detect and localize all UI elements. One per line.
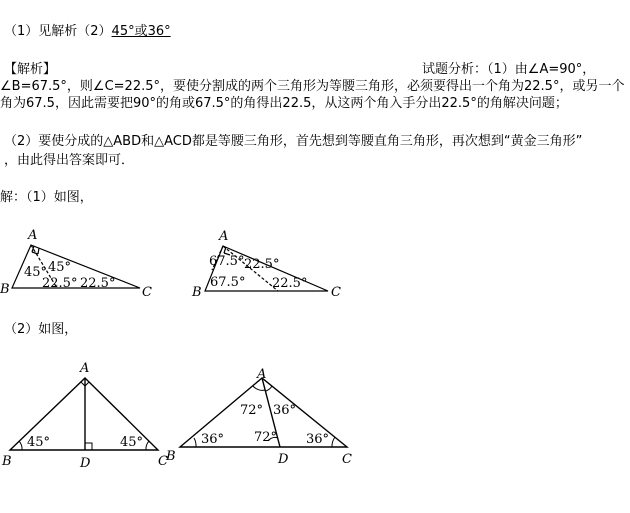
answer-value: 45°或36° [111, 24, 171, 39]
fig3-angle-arc-b [19, 441, 22, 450]
fig1-angle-4: 22.5° [80, 276, 116, 291]
analysis-line-5: ，由此得出答案即可． [4, 153, 135, 168]
fig4-angle-1: 72° [240, 403, 264, 418]
fig4-angle-arc-a2 [266, 386, 272, 391]
analysis-l2-a: B=67.5°，则 [11, 79, 93, 94]
fig1-label-c: C [142, 285, 152, 300]
fig3-angle-arc-c [146, 441, 149, 450]
fig3-angle-2: 45° [120, 435, 144, 450]
fig2-angle-2: 22.5° [244, 257, 280, 272]
fig2-label-b: B [192, 285, 202, 300]
fig4-label-a: A [257, 367, 267, 382]
fig4-angle-4: 72° [254, 430, 278, 445]
answer-prefix: （1）见解析（2） [4, 24, 112, 39]
figure-4-labels [165, 367, 352, 467]
fig4-angle-2: 36° [273, 403, 297, 418]
fig4-angle-arc-c [332, 437, 335, 447]
fig3-label-c: C [158, 454, 168, 469]
fig4-angle-3: 36° [201, 432, 225, 447]
angle-symbol-icon: ∠ [527, 62, 540, 77]
analysis-header: 【解析】 [4, 62, 57, 77]
fig4-label-b: B [166, 449, 176, 464]
fig2-angle-3: 67.5° [210, 275, 246, 290]
fig1-label-a: A [28, 228, 38, 243]
angle-symbol-icon: ∠ [0, 79, 12, 94]
fig1-angle-2: 45° [48, 260, 72, 275]
analysis-line-4: （2）要使分成的△ABD和△ACD都是等腰三角形，首先想到等腰直角三角形，再次想到“黄金三角形” [4, 134, 583, 149]
fig3-label-b: B [2, 454, 12, 469]
analysis-label: 试题分析：（1）由 [422, 62, 528, 77]
fig1-label-b: B [0, 282, 10, 297]
solution-part2: （2）如图， [4, 322, 78, 337]
analysis-l2-b: C=22.5°，要使分割成的两个三角形为等腰三角形，必须要得出一个角为22.5°，或另一个 [104, 79, 625, 94]
fig2-angle-4: 22.5° [272, 276, 308, 291]
figure-2-labels [191, 229, 341, 300]
fig4-angle-arc-b [194, 438, 196, 447]
solution-intro: 解：（1）如图， [0, 190, 93, 205]
fig2-angle-1: 67.5° [209, 254, 245, 269]
angle-symbol-icon: ∠ [92, 79, 105, 94]
fig1-right-angle-mark [38, 248, 39, 254]
fig4-angle-5: 36° [306, 432, 330, 447]
fig4-label-c: C [342, 452, 352, 467]
fig1-angle-3: 22.5° [42, 276, 78, 291]
fig4-angle-arc-a1 [253, 386, 265, 390]
analysis-line-3: 角为67.5，因此需要把90°的角或67.5°的角得出22.5，从这两个角入手分出22.5°的角解决问题； [0, 96, 568, 111]
analysis-s1-tail: A=90°， [539, 62, 596, 77]
fig4-label-d: D [278, 452, 289, 467]
fig3-label-d: D [80, 456, 91, 471]
fig2-label-a: A [219, 229, 229, 244]
fig1-angle-1: 45° [24, 265, 48, 280]
fig3-right-angle-mark-d [85, 443, 92, 450]
fig3-label-a: A [80, 361, 90, 376]
fig2-label-c: C [331, 285, 341, 300]
fig3-angle-1: 45° [27, 435, 51, 450]
fig1-right-angle-mark [32, 252, 38, 254]
